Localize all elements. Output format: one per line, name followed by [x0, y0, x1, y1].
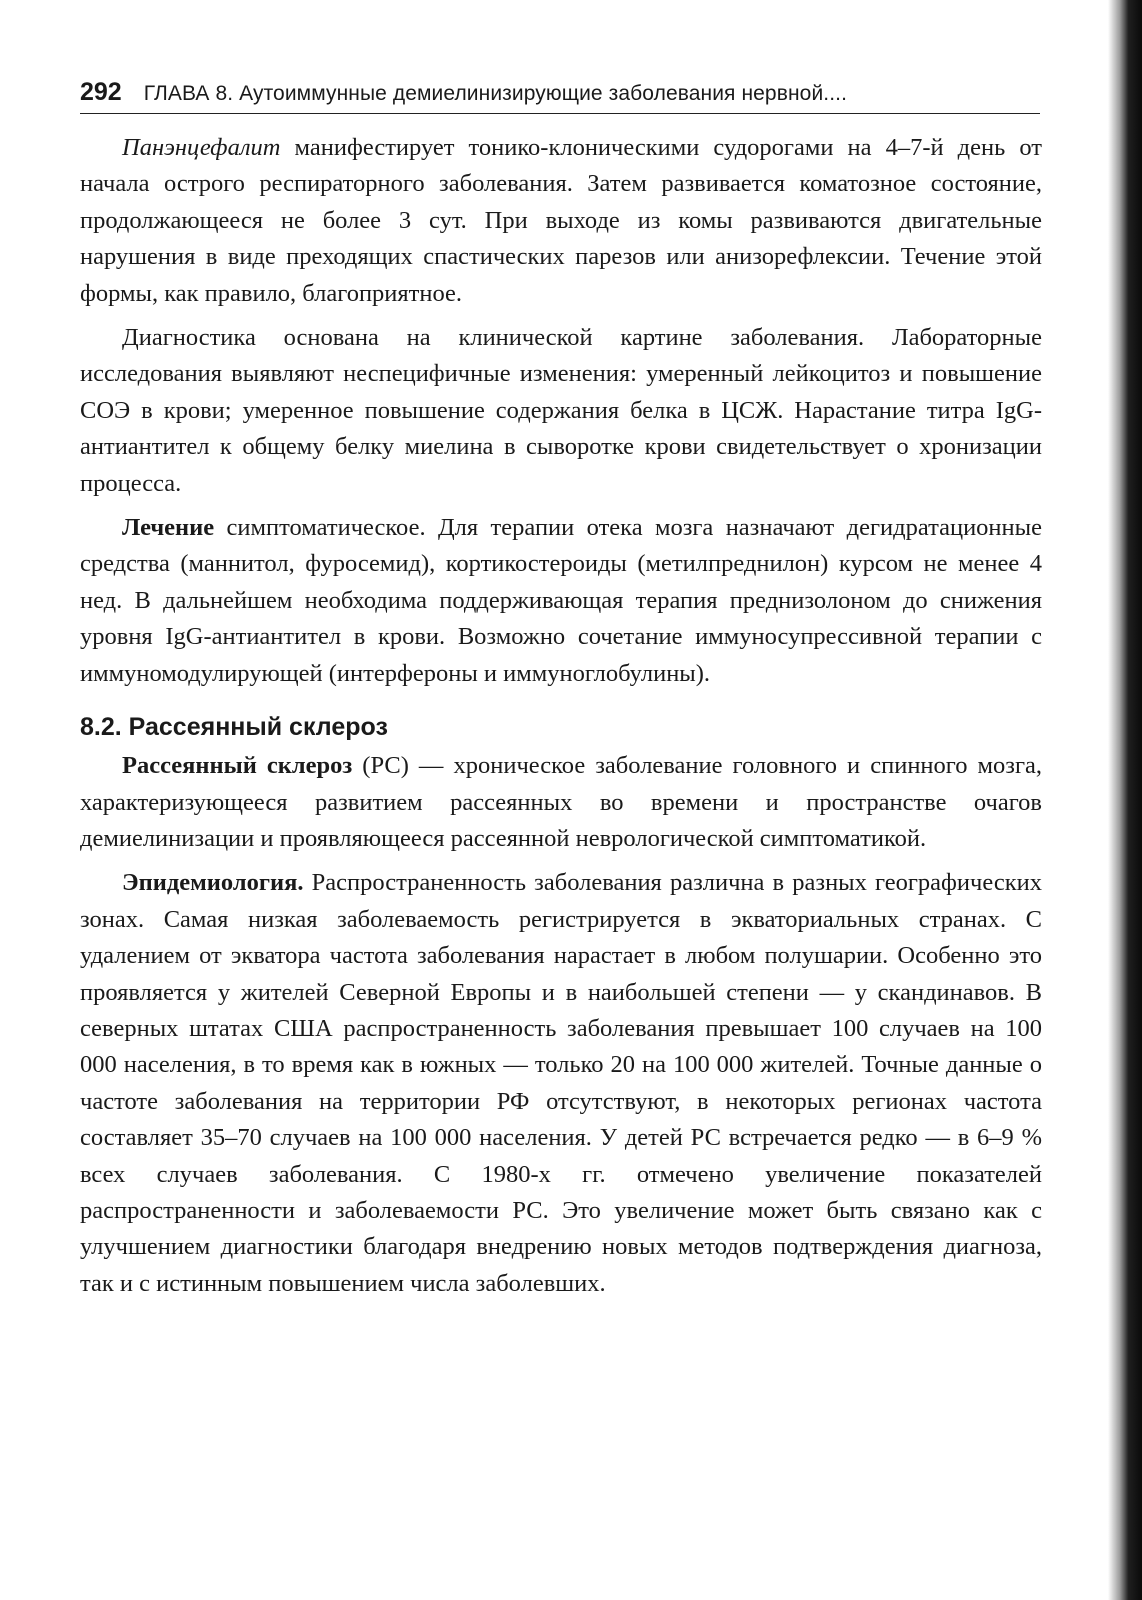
term-panencephalitis: Панэнцефалит [122, 134, 281, 161]
section-heading: 8.2. Рассеянный склероз [80, 713, 388, 742]
paragraph-text: манифестирует тонико-клоническими судорогами на 4–7-й день от начала острого респираторного заболевания. Затем развивается коматозное состояние, продолжающееся не более 3 сут. При выходе из комы развиваются двигательные нарушения в виде преходящих спастических парезов или анизорефлексии. Течение этой формы, как правило, благоприятное. [80, 134, 1042, 307]
paragraph-panencephalitis [80, 130, 1042, 312]
running-title: ГЛАВА 8. Аутоиммунные демиелинизирующие заболевания нервной.... [143, 82, 848, 105]
paragraph-ms-definition [80, 748, 1042, 857]
paragraph-text: (РС) — хроническое заболевание головного и спинного мозга, характеризующееся развитием рассеянных во времени и пространстве очагов демиелинизации и проявляющееся рассеянной неврологической симптоматикой. [80, 752, 1043, 852]
term-epidemiology: Эпидемиология. [122, 869, 304, 897]
scan-edge-shadow [1108, 0, 1142, 1600]
paragraph-text: Распространенность заболевания различна в разных географических зонах. Самая низкая заболеваемость регистрируется в экваториальных странах. С удалением от экватора частота заболевания нарастает в любом полушарии. Особенно это проявляется у жителей Северной Европы и в наибольшей степени — у скандинавов. В северных штатах США распространенность заболевания превышает 100 случаев на 100 000 населения, в то время как в южных — только 20 на 100 000 жителей. Точные данные о частоте заболевания на территории РФ отсутствуют, в некоторых регионах частота составляет 35–70 случаев на 100 000 населения. У детей РС встречается редко — в 6–9 % всех случаев заболевания. С 1980-х гг. отмечено увеличение показателей распространенности и заболеваемости РС. Это увеличение может быть связано как с улучшением диагностики благодаря внедрению новых методов подтверждения диагноза, так и с истинным повышением числа заболевших. [80, 869, 1042, 1297]
page-body [80, 130, 1042, 1302]
running-header [80, 78, 1040, 114]
paragraph-text: симптоматическое. Для терапии отека мозга назначают дегидратационные средства (маннитол, фуросемид), кортикостероиды (метилпреднилон) курсом не менее 4 нед. В дальнейшем необходима поддерживающая терапия преднизолоном до снижения уровня IgG-антиантител в крови. Возможно сочетание иммуносупрессивной терапии с иммуномодулирующей (интерфероны и иммуноглобулины). [80, 514, 1042, 687]
paragraph-diagnostics [80, 320, 1042, 502]
term-treatment: Лечение [122, 514, 215, 542]
paragraph-text: Диагностика основана на клинической картине заболевания. Лабораторные исследования выявляют неспецифичные изменения: умеренный лейкоцитоз и повышение СОЭ в крови; умеренное повышение содержания белка в ЦСЖ. Нарастание титра IgG-антиантител к общему белку миелина в сыворотке крови свидетельствует о хронизации процесса. [80, 324, 1042, 497]
term-multiple-sclerosis: Рассеянный склероз [122, 752, 353, 780]
page-number: 292 [80, 78, 122, 106]
paragraph-treatment [80, 510, 1042, 692]
paragraph-epidemiology [80, 865, 1042, 1302]
